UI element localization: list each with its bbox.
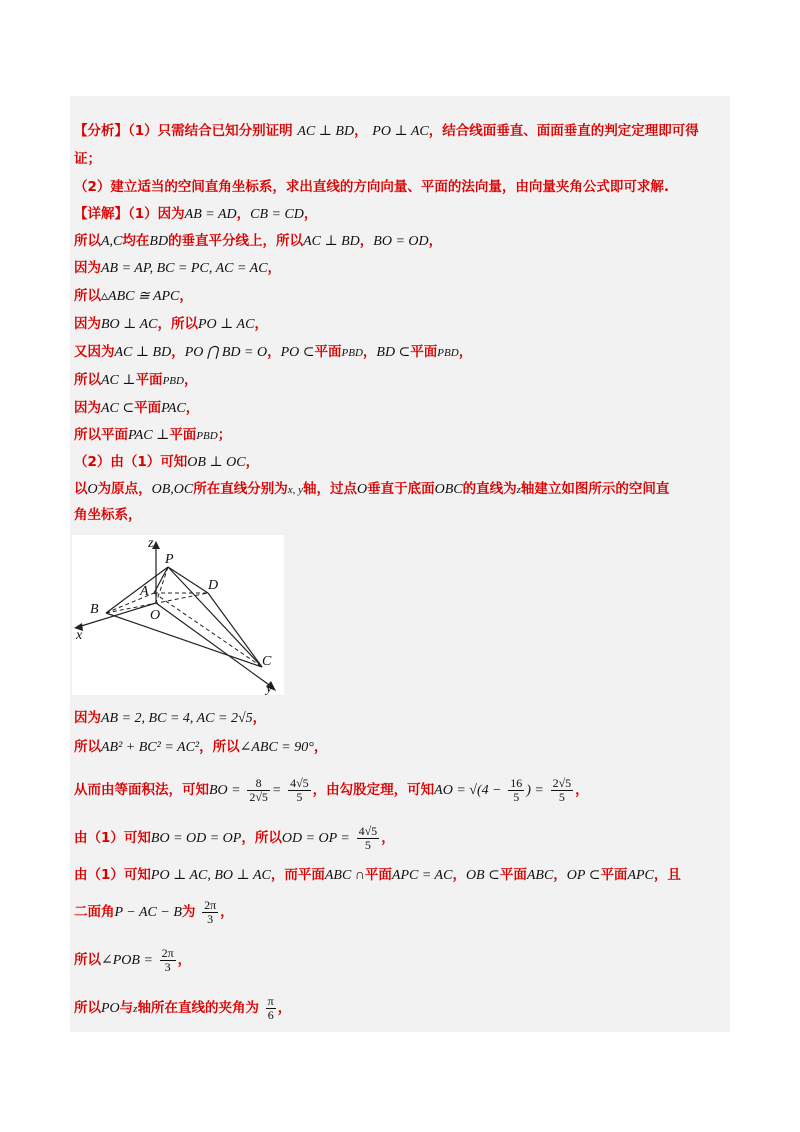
after-line-7 (74, 945, 191, 976)
fraction (247, 777, 270, 804)
denominator: 5 (296, 789, 303, 804)
analysis-line-3 (74, 178, 669, 196)
math: PAC (161, 401, 186, 416)
text: 所以 (74, 1000, 101, 1016)
math: PO (101, 1001, 120, 1016)
coordinate-figure (72, 535, 284, 695)
label-P: P (165, 552, 174, 567)
math: AC ⊥ BD (297, 124, 355, 139)
after-line-8 (74, 993, 291, 1024)
text: 因为 (74, 710, 101, 726)
edge-PB (106, 567, 168, 613)
math: P − AC − B (114, 905, 182, 920)
text: ， (313, 739, 328, 755)
text: ， (177, 952, 192, 968)
math: ▵ABC ≅ APC (101, 289, 180, 304)
text: ，且 (653, 867, 681, 883)
text: ， (354, 123, 368, 139)
text: （1）因为 (128, 206, 185, 222)
label-B: B (90, 602, 99, 617)
math: PO ⊂ (280, 345, 315, 360)
text: 垂直于底面 (367, 481, 435, 497)
text: 平面 (600, 867, 628, 883)
label-O: O (150, 608, 161, 623)
math: ∠ABC = 90° (239, 740, 314, 755)
fraction (508, 777, 524, 804)
text: ， (185, 400, 200, 416)
text: 平面 (364, 867, 392, 883)
math: BD ⊂ (376, 345, 411, 360)
numerator: 4√5 (358, 823, 378, 838)
math: z (133, 1003, 138, 1015)
math: PO ⊥ AC (372, 124, 429, 139)
fraction (266, 995, 276, 1022)
math: AC ⊥ (101, 373, 136, 388)
analysis-line-2 (74, 150, 101, 168)
numerator: 2√5 (552, 775, 572, 790)
detail-line-5 (74, 315, 268, 334)
math: OB,OC (151, 482, 194, 497)
text: ， (254, 316, 268, 332)
math: OD = OP = (281, 831, 350, 846)
math: OB ⊂ (465, 868, 500, 883)
tetrahedron-diagram (72, 535, 284, 695)
math: OB ⊥ OC (187, 455, 246, 470)
text: ， (245, 454, 260, 470)
after-line-1 (74, 709, 266, 728)
detail-line-7 (74, 371, 197, 390)
denominator: 3 (164, 959, 171, 974)
text: ，由勾股定理，可知 (312, 782, 435, 798)
numerator: 16 (510, 775, 523, 790)
text: 轴所在直线的夹角为 (137, 1000, 259, 1016)
text: （1）只需结合已知分别证明 (128, 123, 293, 139)
text: 又因为 (74, 344, 115, 360)
math: BD (149, 234, 169, 249)
detail-line-10 (74, 453, 259, 472)
text: （2）由（1）可知 (74, 454, 188, 470)
math: CB = CD (250, 207, 304, 222)
math: PBD (341, 347, 363, 359)
math: PO ⋂ BD = O (184, 345, 268, 360)
text: 所在直线分别为 (193, 481, 288, 497)
text: ， (171, 344, 185, 360)
math: APC = AC (391, 868, 453, 883)
math: BO = OD (373, 234, 429, 249)
math: ) = (526, 783, 544, 798)
denominator: 6 (267, 1007, 274, 1022)
math: BO = (209, 783, 241, 798)
numerator: 4√5 (290, 775, 309, 790)
text: 所以平面 (74, 427, 128, 443)
text: ， (236, 206, 251, 222)
numerator: 2π (204, 897, 217, 912)
text: ， (362, 344, 377, 360)
math: AO = √(4 − (434, 783, 502, 798)
math: ABC (526, 868, 554, 883)
fraction (202, 899, 218, 926)
text: 平面 (134, 400, 162, 416)
text: 以 (74, 481, 88, 497)
text: ， (267, 344, 281, 360)
text: 为 (181, 904, 196, 920)
text: ， (277, 1000, 292, 1016)
math: ∠POB = (101, 953, 153, 968)
text: 所以 (74, 372, 101, 388)
analysis-line-1 (74, 122, 699, 141)
math: AB = AP, BC = PC, AC = AC (101, 261, 268, 276)
text: ，而平面 (270, 867, 325, 883)
label-x: x (76, 628, 83, 643)
after-line-4 (74, 823, 395, 854)
detail-line-9 (74, 426, 231, 445)
after-line-2 (74, 738, 327, 757)
text: ， (303, 206, 318, 222)
text: ， (267, 260, 282, 276)
numerator: 8 (247, 777, 270, 791)
text: 因为 (74, 316, 101, 332)
label-y: y (266, 681, 273, 695)
math: = (271, 783, 282, 798)
math: PAC ⊥ (128, 428, 170, 443)
denominator: 5 (513, 789, 520, 804)
text: 由（1）可知 (74, 867, 151, 883)
after-line-5 (74, 866, 681, 885)
text: 为原点， (97, 481, 152, 497)
math: O (357, 482, 368, 497)
math: O (87, 482, 98, 497)
math: AB = 2, BC = 4, AC = 2√5 (101, 711, 253, 726)
detail-tag: 【详解】 (74, 206, 128, 222)
text: 由（1）可知 (74, 830, 151, 846)
math: AB = AD (184, 207, 237, 222)
denominator: 2√5 (249, 789, 268, 804)
text: ， (359, 233, 374, 249)
text: ， (575, 782, 589, 798)
text: 证； (74, 151, 101, 167)
after-line-6 (74, 897, 234, 928)
fraction (288, 777, 311, 804)
text: ，所以 (241, 830, 282, 846)
text: 与 (119, 1000, 134, 1016)
detail-line-6 (74, 343, 472, 362)
after-line-3 (74, 775, 589, 806)
numerator: 2π (161, 945, 174, 960)
denominator: 3 (207, 911, 214, 926)
detail-line-4 (74, 287, 193, 306)
text: 所以 (74, 288, 101, 304)
detail-line-8 (74, 399, 199, 418)
text: 角坐标系， (74, 507, 142, 523)
math: PBD (162, 375, 184, 387)
edge-BC (106, 613, 262, 667)
text: ，结合线面垂直、面面垂直的判定定理即可得 (428, 123, 699, 139)
text: ，所以 (157, 316, 198, 332)
label-C: C (262, 654, 272, 669)
detail-line-2 (74, 232, 442, 251)
text: 平面 (169, 427, 197, 443)
text: 的垂直平分线上，所以 (168, 233, 304, 249)
math: AC ⊥ BD (114, 345, 172, 360)
text: ， (220, 904, 234, 920)
math: x, y (287, 484, 304, 496)
math: OP ⊂ (566, 868, 601, 883)
analysis-tag: 【分析】 (74, 123, 128, 139)
math: A,C (101, 234, 123, 249)
math: APC (627, 868, 654, 883)
text: 平面 (499, 867, 527, 883)
edge-DC (208, 593, 262, 667)
text: （2）建立适当的空间直角坐标系，求出直线的方向向量、平面的法向量，由向量夹角公式即可求解. (74, 179, 670, 195)
text: 因为 (74, 400, 101, 416)
denominator: 5 (558, 789, 565, 804)
text: ， (458, 344, 473, 360)
text: 所以 (74, 233, 101, 249)
text: ， (553, 867, 567, 883)
text: 平面 (314, 344, 342, 360)
text: ， (179, 288, 193, 304)
text: 平面 (410, 344, 438, 360)
fraction (357, 825, 380, 852)
label-A: A (140, 584, 149, 599)
label-z: z (148, 536, 154, 551)
math: ABC ∩ (324, 868, 365, 883)
math: AC ⊥ BD (303, 234, 360, 249)
edge-AC (154, 593, 262, 667)
math: OBC (434, 482, 463, 497)
text: ，所以 (199, 739, 240, 755)
text: 轴建立如图所示的空间直 (520, 481, 670, 497)
math: PO ⊥ AC, BO ⊥ AC (150, 868, 271, 883)
text: 所以 (74, 739, 101, 755)
text: ， (183, 372, 198, 388)
math: PBD (196, 430, 218, 442)
text: 因为 (74, 260, 101, 276)
math: BO ⊥ AC (101, 317, 158, 332)
text: ， (428, 233, 443, 249)
label-D: D (208, 578, 219, 593)
detail-line-1 (74, 205, 317, 224)
math: z (516, 484, 521, 496)
text: 平面 (135, 372, 163, 388)
text: 所以 (74, 952, 101, 968)
text: 均在 (122, 233, 150, 249)
detail-line-11 (74, 480, 669, 499)
detail-line-3 (74, 259, 281, 278)
math: BO = OD = OP (150, 831, 242, 846)
math: AB² + BC² = AC² (101, 740, 200, 755)
text: 的直线为 (462, 481, 517, 497)
fraction (160, 947, 176, 974)
math: AC ⊂ (101, 401, 135, 416)
text: ， (252, 710, 267, 726)
numerator: π (267, 993, 274, 1008)
text: 从而由等面积法，可知 (74, 782, 209, 798)
text: ； (217, 427, 232, 443)
text: ， (452, 867, 466, 883)
math: PO ⊥ AC (197, 317, 255, 332)
denominator: 5 (364, 837, 371, 852)
text: 二面角 (74, 904, 115, 920)
math: PBD (437, 347, 459, 359)
detail-line-12 (74, 506, 142, 524)
text: ， (381, 830, 395, 846)
fraction (551, 777, 574, 804)
text: 轴，过点 (303, 481, 358, 497)
